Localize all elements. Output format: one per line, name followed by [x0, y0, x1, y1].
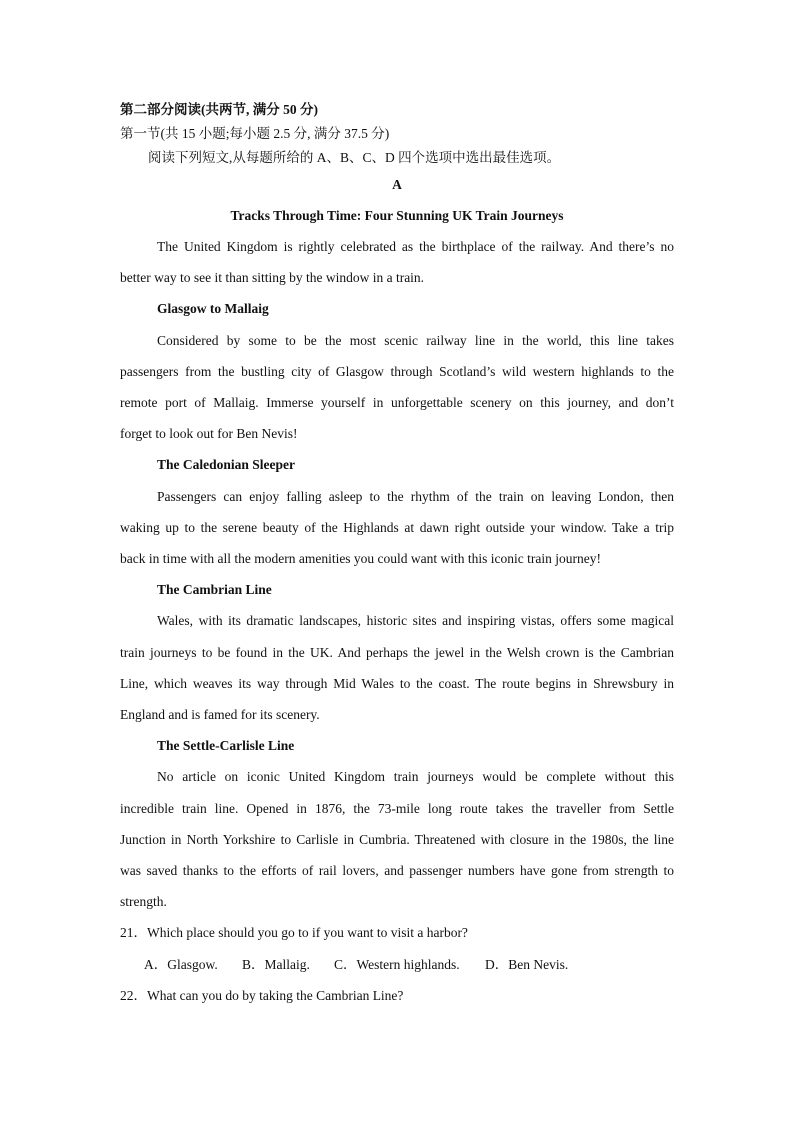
- section-title: 第一节(共 15 小题;每小题 2.5 分, 满分 37.5 分): [120, 126, 390, 141]
- body-line: Considered by some to be the most scenic railway line in the world, this line takes: [157, 333, 674, 348]
- section-heading: Glasgow to Mallaig: [157, 301, 269, 316]
- body-line: Junction in North Yorkshire to Carlisle in Cumbria. Threatened with closure in the 1980s, the line: [120, 832, 674, 847]
- instructions: 阅读下列短文,从每题所给的 A、B、C、D 四个选项中选出最佳选项。: [148, 150, 561, 165]
- question-stem: 22．What can you do by taking the Cambrian Line?: [120, 988, 404, 1003]
- body-line: No article on iconic United Kingdom train journeys would be complete without this: [157, 769, 674, 784]
- body-line: forget to look out for Ben Nevis!: [120, 426, 298, 441]
- section-heading: The Cambrian Line: [157, 582, 272, 597]
- option-a: A．Glasgow.: [144, 957, 218, 972]
- option-b: B．Mallaig.: [242, 957, 310, 972]
- passage-label: A: [392, 177, 402, 192]
- section-heading: The Caledonian Sleeper: [157, 457, 296, 472]
- body-line: incredible train line. Opened in 1876, the 73-mile long route takes the traveller from Settle: [120, 801, 674, 816]
- body-line: remote port of Mallaig. Immerse yourself in unforgettable scenery on this journey, and don’t: [120, 395, 674, 410]
- body-line: was saved thanks to the efforts of rail lovers, and passenger numbers have gone from strength to: [120, 863, 674, 878]
- body-line: Line, which weaves its way through Mid Wales to the coast. The route begins in Shrewsbury in: [120, 676, 674, 691]
- passage-title: Tracks Through Time: Four Stunning UK Train Journeys: [230, 208, 564, 223]
- body-line: back in time with all the modern amenities you could want with this iconic train journey!: [120, 551, 602, 566]
- body-line: Passengers can enjoy falling asleep to the rhythm of the train on leaving London, then: [157, 489, 674, 504]
- part-title: 第二部分阅读(共两节, 满分 50 分): [120, 102, 318, 117]
- intro-line: The United Kingdom is rightly celebrated as the birthplace of the railway. And there’s no: [157, 239, 674, 254]
- body-line: train journeys to be found in the UK. And perhaps the jewel in the Welsh crown is the Cambrian: [120, 645, 674, 660]
- body-line: waking up to the serene beauty of the Highlands at dawn right outside your window. Take a trip: [120, 520, 674, 535]
- body-line: strength.: [120, 894, 167, 909]
- question-options: [144, 956, 674, 974]
- intro-line: better way to see it than sitting by the window in a train.: [120, 270, 425, 285]
- body-line: passengers from the bustling city of Glasgow through Scotland’s wild western highlands to the: [120, 364, 674, 379]
- question-stem: 21．Which place should you go to if you want to visit a harbor?: [120, 925, 468, 940]
- body-line: England and is famed for its scenery.: [120, 707, 320, 722]
- body-line: Wales, with its dramatic landscapes, historic sites and inspiring vistas, offers some magical: [157, 613, 674, 628]
- option-c: C．Western highlands.: [334, 957, 460, 972]
- section-heading: The Settle-Carlisle Line: [157, 738, 295, 753]
- option-d: D．Ben Nevis.: [485, 957, 569, 972]
